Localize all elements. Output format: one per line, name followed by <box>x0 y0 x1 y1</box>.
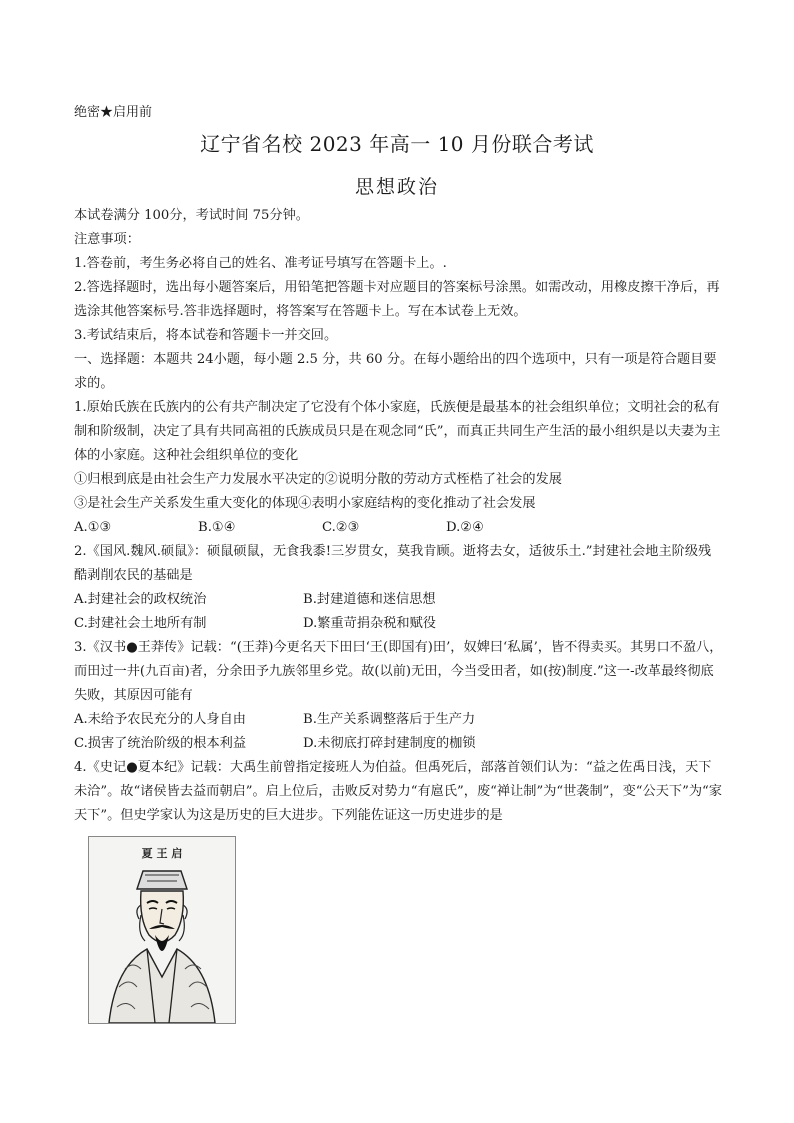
options-row <box>74 732 724 756</box>
exam-body <box>74 204 724 1024</box>
question-stem: 1.原始氏族在氏族内的公有共产制决定了它没有个体小家庭，氏族便是最基本的社会组织单位；文明社会的私有制和阶级制，决定了具有共同高祖的氏族成员只是在观念同“氏”，而真正共同生产生活的最小组织是以夫妻为主体的小家庭。这种社会组织单位的变化 <box>74 400 721 463</box>
statement-line: ①归根到底是由社会生产力发展水平决定的②说明分散的劳动方式桎梏了社会的发展 <box>74 472 562 487</box>
section-heading: 一、选择题：本题共 24小题，每小题 2.5 分，共 60 分。在每小题给出的四个选项中，只有一项是符合题目要求的。 <box>74 352 717 391</box>
exam-title: 辽宁省名校 2023 年高一 10 月份联合考试 <box>200 132 594 156</box>
option-d: D.②④ <box>446 520 484 535</box>
portrait-caption: 夏 王 启 <box>141 847 183 860</box>
question-stem: 4.《史记●夏本纪》记载：大禹生前曾指定接班人为伯益。但禹死后，部落首领们认为：“益之佐禹日浅，天下未洽”。故“诸侯皆去益而朝启”。启上位后，击败反对势力“有扈氏”，废“禅让制”为“世袭制”，变“公天下”为“家天下”。但史学家认为这是历史的巨大进步。下列能佐证这一历史进步的是 <box>74 760 722 823</box>
option-b: B.①④ <box>198 520 236 535</box>
option-d: D.未彻底打碎封建制度的枷锁 <box>303 736 476 751</box>
option-a: A.封建社会的政权统治 <box>74 592 207 607</box>
question-stem: 3.《汉书●王莽传》记载：“(王莽)今更名天下田曰‘王(即国有)田’，奴婢曰‘私属’，皆不得卖买。其男口不盈八，而田过一井(九百亩)者，分余田予九族邻里乡党。故(以前)无田，今当受田者，如(按)制度.”这一-改革最终彻底失败，其原因可能有 <box>74 640 723 703</box>
option-c: C.②③ <box>322 520 360 535</box>
options-row <box>74 612 724 636</box>
secret-label: 绝密★启用前 <box>74 105 153 120</box>
intro-line: 本试卷满分 100分，考试时间 75分钟。 <box>74 208 309 223</box>
subject-title: 思想政治 <box>354 176 439 198</box>
intro-line: 2.答选择题时，选出每小题答案后，用铅笔把答题卡对应题目的答案标号涂黑。如需改动，用橡皮擦干净后，再选涂其他答案标号.答非选择题时，将答案写在答题卡上。写在本试卷上无效。 <box>74 280 720 319</box>
intro-line: 3.考试结束后，将本试卷和答题卡一并交回。 <box>74 328 338 343</box>
question-stem: 2.《国风.魏风.硕鼠》：硕鼠硕鼠，无食我黍!三岁贯女，莫我肯顾。逝将去女，适彼乐土.”封建社会地主阶级残酷剥削农民的基础是 <box>74 544 712 583</box>
portrait-drawing <box>89 837 235 1023</box>
option-c: C.损害了统治阶级的根本利益 <box>74 736 247 751</box>
options-row <box>74 708 724 732</box>
intro-line: 注意事项： <box>74 232 140 247</box>
statement-line: ③是社会生产关系发生重大变化的体现④表明小家庭结构的变化推动了社会发展 <box>74 496 536 511</box>
option-b: B.封建道德和迷信思想 <box>303 592 436 607</box>
option-a: A.未给予农民充分的人身自由 <box>74 712 246 727</box>
option-a: A.①③ <box>74 520 112 535</box>
options-row <box>74 588 724 612</box>
portrait-image <box>88 836 236 1024</box>
option-c: C.封建社会土地所有制 <box>74 616 207 631</box>
options-row <box>74 516 724 540</box>
intro-line: 1.答卷前，考生务必将自己的姓名、准考证号填写在答题卡上。. <box>74 256 447 271</box>
option-b: B.生产关系调整落后于生产力 <box>303 712 476 727</box>
option-d: D.繁重苛捐杂税和赋役 <box>303 616 436 631</box>
